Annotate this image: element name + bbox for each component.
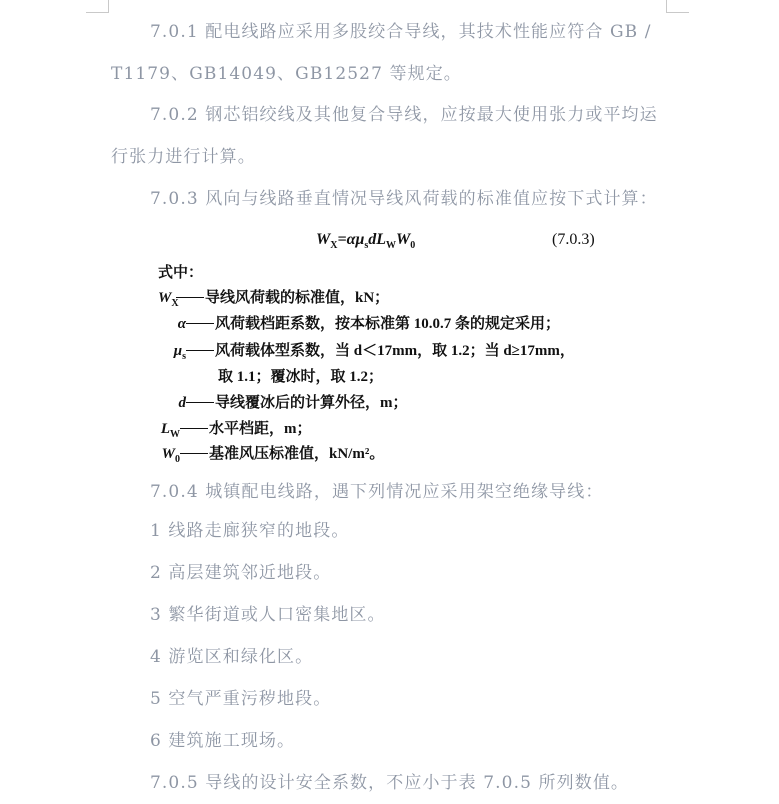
- symbol-mu: $\mu_s$: [173, 343, 186, 362]
- definition-dash: [186, 323, 214, 325]
- symbol-lw: $L_W$: [160, 421, 180, 440]
- definition-dash: [180, 453, 208, 455]
- formula-number: (7.0.3): [552, 231, 595, 248]
- definition-alpha: α 风荷载档距系数，按本标准第 10.0.7 条的规定采用；: [172, 312, 560, 333]
- definition-d: d 导线覆冰后的计算外径，m；: [172, 391, 408, 412]
- definition-dash: [176, 297, 204, 299]
- list-item-6: 6 建筑施工现场。: [150, 731, 296, 751]
- list-item-4: 4 游览区和绿化区。: [150, 647, 314, 667]
- symbol-alpha: α: [177, 316, 186, 332]
- symbol-d: d: [178, 395, 186, 411]
- clause-7-0-2-line-1: 7.0.2 钢芯铝绞线及其他复合导线，应按最大使用张力或平均运: [150, 105, 658, 125]
- formula-expression: $W_X=\alpha\mu_sdL_WW_0$: [316, 231, 416, 252]
- list-item-1: 1 线路走廊狭窄的地段。: [150, 521, 350, 541]
- definition-dash: [180, 428, 208, 430]
- clause-7-0-4: 7.0.4 城镇配电线路，遇下列情况应采用架空绝缘导线：: [150, 482, 604, 502]
- definition-lw: $L_W$ 水平档距，m；: [158, 417, 312, 440]
- list-item-3: 3 繁华街道或人口密集地区。: [150, 605, 386, 625]
- list-item-5: 5 空气严重污秽地段。: [150, 689, 332, 709]
- clause-7-0-1-line-1: 7.0.1 配电线路应采用多股绞合导线，其技术性能应符合 GB /: [150, 22, 652, 42]
- list-item-2: 2 高层建筑邻近地段。: [150, 563, 332, 583]
- definition-dash: [186, 350, 214, 352]
- symbol-wx: $W_X$: [158, 290, 179, 309]
- where-label: 式中：: [158, 265, 204, 281]
- clause-7-0-2-line-2: 行张力进行计算。: [111, 147, 256, 167]
- symbol-w0: $W_0$: [161, 446, 180, 465]
- definition-wx: $W_X$ 导线风荷载的标准值，kN；: [158, 290, 390, 309]
- clause-7-0-3: 7.0.3 风向与线路垂直情况导线风荷载的标准值应按下式计算：: [150, 189, 658, 209]
- clause-7-0-5: 7.0.5 导线的设计安全系数，不应小于表 7.0.5 所列数值。: [150, 773, 630, 793]
- definition-mu: $\mu_s$ 风荷载体型系数，当 d＜17mm，取 1.2；当 d≥17mm，: [166, 339, 575, 362]
- formula-line: [156, 228, 656, 254]
- definition-mu-continued: 取 1.1；覆冰时，取 1.2；: [218, 369, 384, 385]
- definition-w0: $W_0$ 基准风压标准值，kN/m²。: [158, 442, 384, 465]
- definition-dash: [186, 402, 214, 404]
- clause-7-0-1-line-2: T1179、GB14049、GB12527 等规定。: [111, 64, 462, 84]
